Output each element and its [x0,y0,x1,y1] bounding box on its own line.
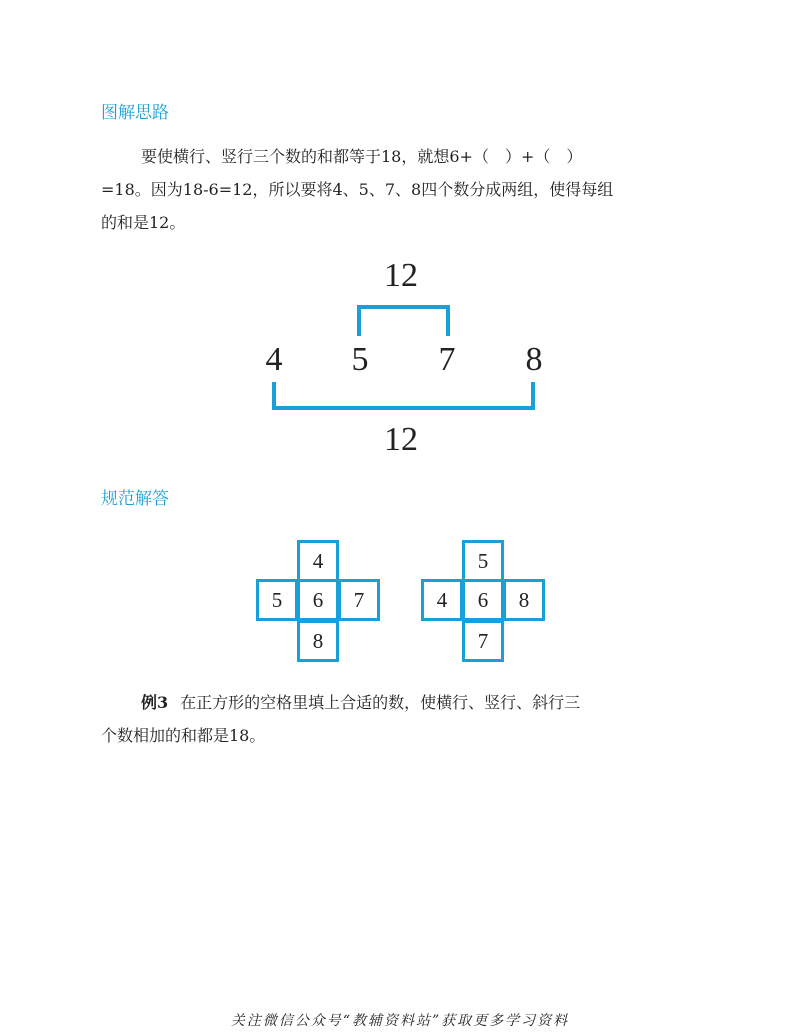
analysis-line-3: 的和是12。 [101,213,186,232]
grid2-cell-center: 6 [462,579,504,621]
example-line-1: 在正方形的空格里填上合适的数，使横行、竖行、斜行三 [180,693,581,712]
example-label: 例3 [141,693,169,712]
grid1-cell-center: 6 [297,579,339,621]
grid1-cell-left: 5 [256,579,298,621]
diagram-number-4: 4 [265,341,283,378]
example-paragraph [101,686,701,752]
top-bracket [359,307,448,336]
example-line-2: 个数相加的和都是18。 [101,726,266,745]
footer-watermark: 关注微信公众号“教辅资料站”获取更多学习资料 [230,1013,570,1029]
heading-answer: 规范解答 [101,489,169,509]
bottom-sum-label: 12 [384,421,418,458]
grid2-cell-left: 4 [421,579,463,621]
diagram-number-8: 8 [525,341,543,378]
grid2-cell-top: 5 [462,540,504,582]
grid1-cell-bottom: 8 [297,620,339,662]
diagram-number-5: 5 [351,341,369,378]
bottom-bracket [274,382,533,408]
analysis-line-2: =18。因为18-6=12，所以要将4、5、7、8四个数分成两组，使得每组 [101,180,614,199]
grouping-diagram [0,0,800,480]
analysis-line-1: 要使横行、竖行三个数的和都等于18，就想6+（ ）+（ ） [141,147,583,166]
heading-analysis: 图解思路 [101,103,169,123]
grid1-cell-top: 4 [297,540,339,582]
grid1-cell-right: 7 [338,579,380,621]
top-sum-label: 12 [384,257,418,294]
diagram-number-7: 7 [438,341,456,378]
grid2-cell-right: 8 [503,579,545,621]
grid2-cell-bottom: 7 [462,620,504,662]
